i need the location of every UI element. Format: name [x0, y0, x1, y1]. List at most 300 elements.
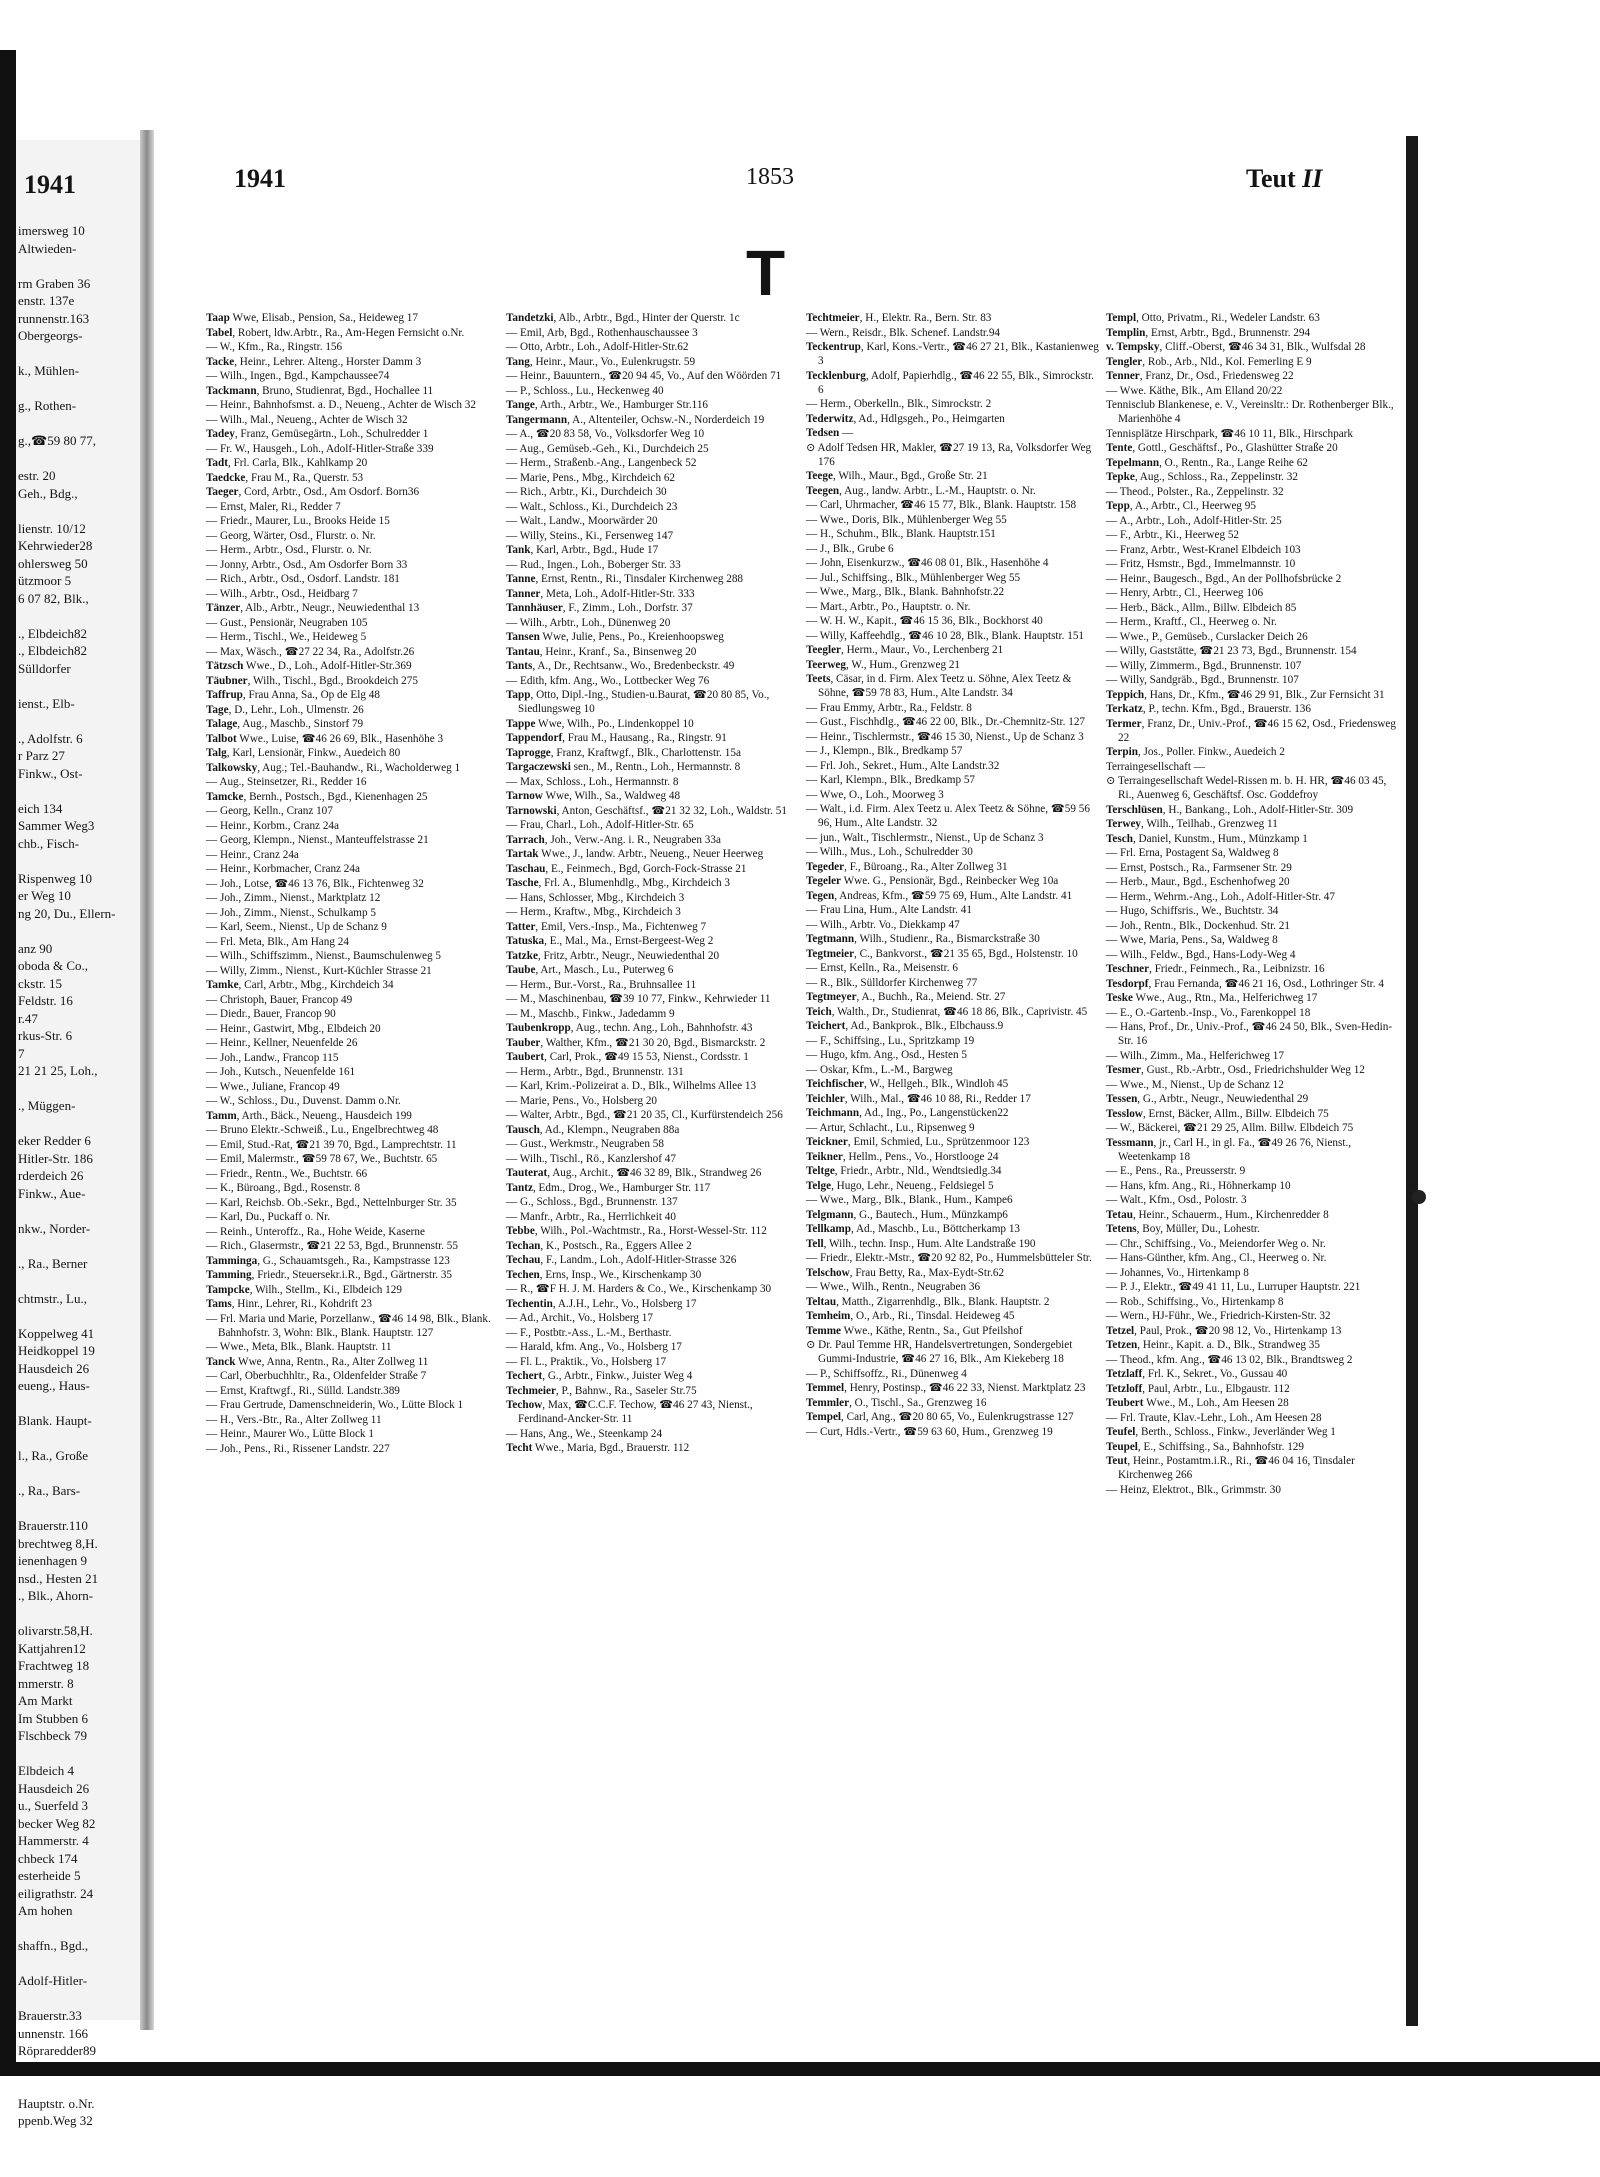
- entry-details: , Paul, Prok., ☎20 98 12, Vo., Hirtenkamp 13: [1134, 1324, 1342, 1337]
- directory-entry: [506, 1398, 801, 1426]
- previous-page-line: eiligrathstr. 24: [18, 1885, 94, 1901]
- directory-entry: [1106, 1396, 1401, 1410]
- previous-page-line: ., Blk., Ahorn-: [18, 1588, 94, 1603]
- directory-entry: [1106, 311, 1401, 325]
- entry-surname: Tetens: [1106, 1223, 1137, 1235]
- directory-entry: [206, 1384, 501, 1398]
- entry-details: — Joh., Zimm., Nienst., Schulkamp 5: [206, 906, 376, 919]
- directory-entry: [206, 703, 501, 717]
- previous-page-line: olivarstr.58,H.: [18, 1623, 93, 1638]
- directory-entry: [806, 658, 1101, 672]
- entry-surname: Tams: [206, 1298, 232, 1310]
- directory-entry: [506, 543, 801, 557]
- entry-surname: Telge: [806, 1179, 832, 1192]
- directory-entry: [1106, 369, 1401, 383]
- directory-entry: [1106, 514, 1401, 528]
- entry-details: — Georg, Wärter, Osd., Flurstr. o. Nr.: [206, 529, 376, 542]
- entry-details: — Herb., Bäck., Allm., Billw. Elbdeich 85: [1106, 601, 1297, 614]
- directory-entry: [1106, 760, 1401, 774]
- previous-page-strip: [16, 140, 144, 2128]
- directory-entry: [1106, 861, 1401, 875]
- entry-surname: Tell: [806, 1237, 824, 1250]
- entry-surname: Teltge: [806, 1165, 835, 1177]
- entry-surname: Tecklenburg: [806, 369, 866, 382]
- entry-details: — Wwe., Wilh., Rentn., Neugraben 36: [806, 1281, 981, 1293]
- directory-entry: [1106, 1251, 1401, 1265]
- entry-details: — Wwe., Marg., Blk., Blank. Bahnhofstr.22: [806, 586, 1005, 598]
- entry-details: , A., Buchh., Ra., Meiend. Str. 27: [856, 991, 1006, 1003]
- entry-details: , Ernst, Arbtr., Bgd., Brunnenstr. 294: [1145, 326, 1311, 339]
- entry-details: — Harald, kfm. Ang., Vo., Holsberg 17: [506, 1341, 682, 1353]
- directory-entry: [506, 746, 801, 760]
- entry-details: — Karl, Klempn., Blk., Bredkamp 57: [806, 774, 976, 786]
- column-3: [806, 311, 1101, 2001]
- directory-entry: [506, 1326, 801, 1340]
- directory-entry: [206, 891, 501, 905]
- entry-surname: Tegen: [806, 889, 835, 902]
- directory-entry: [506, 355, 801, 369]
- previous-page-line: [18, 712, 142, 730]
- entry-details: — Frl. Joh., Sekret., Hum., Alte Landstr.32: [806, 759, 1000, 772]
- entry-details: — Marie, Pens., Vo., Holsberg 20: [506, 1094, 658, 1107]
- entry-details: , G., Schauamtsgeh., Ra., Kampstrasse 123: [257, 1254, 450, 1267]
- directory-entry: [206, 311, 501, 325]
- entry-surname: Tamminga: [206, 1254, 258, 1267]
- entry-details: — Karl, Du., Puckaff o. Nr.: [206, 1211, 331, 1223]
- directory-entry: [206, 326, 501, 340]
- directory-entry: [1106, 398, 1401, 426]
- directory-entry: [506, 427, 801, 441]
- directory-entry: [506, 1166, 801, 1180]
- entry-surname: Tatuska: [506, 935, 545, 947]
- directory-entry: [806, 845, 1101, 859]
- entry-surname: Tarrach: [506, 833, 545, 846]
- previous-page-line: eueng., Haus-: [18, 1378, 90, 1393]
- directory-entry: [1106, 601, 1401, 615]
- directory-entry: [1106, 1179, 1401, 1193]
- previous-page-line: ., Ra., Bars-: [18, 1483, 81, 1498]
- directory-entry: [1106, 644, 1401, 658]
- entry-surname: Tanck: [206, 1355, 236, 1368]
- entry-details: — Fr. W., Hausgeh., Loh., Adolf-Hitler-Straße 339: [206, 442, 434, 455]
- directory-entry: [206, 587, 501, 601]
- entry-surname: Teege: [806, 470, 833, 482]
- directory-entry: [806, 1077, 1101, 1091]
- entry-surname: v. Tempsky: [1106, 341, 1160, 353]
- entry-surname: Telgmann: [806, 1208, 854, 1221]
- entry-surname: Tappe: [506, 717, 536, 730]
- entry-details: — Gust., Pensionär, Neugraben 105: [206, 616, 368, 629]
- entry-details: , Aug., landw. Arbtr., L.-M., Hauptstr. o. Nr.: [839, 484, 1036, 497]
- entry-details: — Wilh., Arbtr., Osd., Heidbarg 7: [206, 587, 358, 600]
- entry-details: Wwe., J., landw. Arbtr., Neueng., Neuer Heerweg: [538, 848, 764, 860]
- entry-details: — P. J., Elektr., ☎49 41 11, Lu., Lurruper Hauptstr. 221: [1106, 1281, 1361, 1293]
- directory-entry: [806, 1295, 1101, 1309]
- entry-details: Wwe, Wilh., Sa., Waldweg 48: [542, 790, 681, 802]
- directory-entry: [1106, 890, 1401, 904]
- entry-surname: Tarnow: [506, 790, 543, 802]
- entry-details: , Wilh., Maur., Bgd., Große Str. 21: [832, 470, 988, 482]
- entry-details: , A.J.H., Lehr., Vo., Holsberg 17: [552, 1297, 697, 1310]
- entry-details: Tennisclub Blankenese, e. V., Vereinsltr.: Dr. Rothenberger Blk., Marienhöhe 4: [1106, 399, 1394, 425]
- directory-entry: [206, 1268, 501, 1282]
- entry-details: — Karl, Krim.-Polizeirat a. D., Blk., Wilhelms Allee 13: [506, 1080, 757, 1092]
- entry-surname: Techmeier: [506, 1384, 556, 1397]
- entry-details: , Max, ☎C.C.F. Techow, ☎46 27 43, Nienst., Ferdinand-Ancker-Str. 11: [518, 1399, 753, 1425]
- entry-details: , Daniel, Kunstm., Hum., Münzkamp 1: [1132, 832, 1308, 845]
- directory-entry: [1106, 1208, 1401, 1222]
- directory-entry: [806, 730, 1101, 744]
- entry-details: — Frl. Erna, Postagent Sa, Waldweg 8: [1106, 847, 1279, 859]
- directory-entry: [506, 920, 801, 934]
- entry-details: — Wern., Reisdr., Blk. Schenef. Landstr.94: [806, 326, 1001, 339]
- previous-page-line: Am Markt: [18, 1693, 73, 1708]
- directory-entry: [806, 802, 1101, 830]
- directory-entry: [206, 1007, 501, 1021]
- directory-entry: [806, 397, 1101, 411]
- directory-entry: [206, 993, 501, 1007]
- previous-page-line: Flschbeck 79: [18, 1728, 87, 1743]
- entry-surname: Täubner: [206, 674, 248, 687]
- entry-details: , Cord, Arbtr., Osd., Am Osdorf. Born36: [238, 486, 420, 498]
- directory-entry: [1106, 962, 1401, 976]
- entry-details: — Joh., Pens., Ri., Rissener Landstr. 227: [206, 1442, 390, 1455]
- entry-details: — F., Arbtr., Ki., Heerweg 52: [1106, 529, 1240, 541]
- entry-surname: Tegtmeier: [806, 947, 855, 960]
- entry-details: , Heinr., Kranf., Sa., Binsenweg 20: [539, 645, 697, 658]
- entry-details: —: [839, 427, 854, 439]
- previous-page-line: [18, 1080, 142, 1098]
- previous-page-line: nkw., Norder-: [18, 1220, 91, 1236]
- directory-entry: [1106, 688, 1401, 702]
- directory-entry: [506, 1195, 801, 1209]
- directory-entry: [1106, 717, 1401, 745]
- previous-page-line: esterheide 5: [18, 1868, 81, 1883]
- entry-details: — Wilh., Arbtr., Loh., Dünenweg 20: [506, 616, 671, 629]
- entry-details: — Rich., Arbtr., Osd., Osdorf. Landstr. 181: [206, 573, 400, 585]
- entry-surname: Talage: [206, 718, 238, 730]
- previous-page-line: [18, 852, 142, 870]
- entry-details: , Karl, Lensionär, Finkw., Auedeich 80: [226, 747, 401, 759]
- entry-details: — John, Eisenkurzw., ☎46 08 01, Blk., Hasenhöhe 4: [806, 557, 1049, 569]
- previous-page-line: [18, 257, 142, 275]
- entry-surname: Teegler: [806, 644, 841, 656]
- entry-details: — Heinr., Tischlermstr., ☎46 15 30, Nienst., Up de Schanz 3: [806, 730, 1084, 743]
- entry-surname: Taffrup: [206, 689, 243, 701]
- entry-details: Wwe, Wilh., Po., Lindenkoppel 10: [535, 717, 694, 730]
- entry-details: — Walt., Landw., Moorwärder 20: [506, 515, 658, 527]
- directory-columns: [206, 311, 1406, 2001]
- entry-details: — Karl, Seem., Nienst., Up de Schanz 9: [206, 921, 387, 933]
- directory-entry: [806, 860, 1101, 874]
- directory-entry: [206, 1239, 501, 1253]
- directory-entry: [806, 1179, 1101, 1193]
- entry-surname: Teubert: [1106, 1397, 1144, 1409]
- entry-details: Tennisplätze Hirschpark, ☎46 10 11, Blk., Hirschpark: [1106, 427, 1353, 440]
- entry-details: , Gust., Rb.-Arbtr., Osd., Friedrichshulder Weg 12: [1141, 1064, 1365, 1076]
- directory-entry: [1106, 485, 1401, 499]
- entry-details: , P., Bahnw., Ra., Saseler Str.75: [555, 1384, 697, 1397]
- previous-page-line: g.,☎59 80 77,: [18, 433, 96, 448]
- entry-surname: Tange: [506, 399, 535, 411]
- entry-details: , E., Feinmech., Bgd, Gorch-Fock-Strasse 21: [545, 862, 747, 875]
- entry-details: — Herm., Straßenb.-Ang., Langenbeck 52: [506, 457, 697, 469]
- entry-surname: Tatzke: [506, 949, 538, 962]
- column-1: [206, 311, 501, 2001]
- entry-details: — Georg, Kelln., Cranz 107: [206, 805, 333, 817]
- entry-details: Wwe. G., Pensionär, Bgd., Reinbecker Weg 10a: [841, 875, 1059, 887]
- entry-surname: Tepelmann: [1106, 456, 1160, 469]
- previous-page-line: eker Redder 6: [18, 1133, 91, 1148]
- entry-surname: Tegeder: [806, 860, 845, 873]
- previous-page-line: Hausdeich 26: [18, 1780, 90, 1796]
- entry-details: , Aug.; Tel.-Bauhandw., Ri., Wacholderweg 1: [257, 761, 461, 774]
- directory-entry: [806, 788, 1101, 802]
- entry-surname: Techan: [506, 1239, 541, 1252]
- entry-details: — Herm., Kraftw., Mbg., Kirchdeich 3: [506, 906, 681, 918]
- directory-entry: [206, 471, 501, 485]
- entry-details: — Artur, Schlacht., Lu., Ripsenweg 9: [806, 1121, 975, 1134]
- entry-surname: Taube: [506, 964, 536, 976]
- directory-entry: [1106, 586, 1401, 600]
- directory-entry: [806, 426, 1101, 440]
- previous-page-line: [18, 1202, 142, 1220]
- directory-entry: [1106, 470, 1401, 484]
- directory-entry: [206, 529, 501, 543]
- directory-entry: [506, 1181, 801, 1195]
- directory-entry: [1106, 1411, 1401, 1425]
- entry-surname: Tauber: [506, 1036, 541, 1049]
- directory-entry: [206, 920, 501, 934]
- entry-details: — Ernst, Maler, Ri., Redder 7: [206, 500, 341, 513]
- entry-details: — Henry, Arbtr., Cl., Heerweg 106: [1106, 587, 1264, 599]
- entry-details: , Aug., Maschb., Sinstorf 79: [237, 718, 364, 730]
- entry-details: — Gust., Werkmstr., Neugraben 58: [506, 1138, 664, 1150]
- entry-details: — Wern., HJ-Führ., We., Friedrich-Kirsten-Str. 32: [1106, 1310, 1331, 1322]
- entry-details: — Ad., Archit., Vo., Holsberg 17: [506, 1312, 653, 1324]
- entry-details: — Mart., Arbtr., Po., Hauptstr. o. Nr.: [806, 600, 971, 613]
- entry-details: , Arth., Bäck., Neueng., Hausdeich 199: [236, 1109, 412, 1122]
- directory-entry: [206, 500, 501, 514]
- entry-details: , Frau Betty, Ra., Max-Eydt-Str.62: [849, 1266, 1005, 1279]
- entry-details: — Frau Gertrude, Damenschneiderin, Wo., Lütte Block 1: [206, 1399, 464, 1411]
- previous-page-line: ützmoor 5: [18, 573, 72, 588]
- previous-page-line: [18, 1237, 142, 1255]
- entry-details: — M., Maschb., Finkw., Jadedamm 9: [506, 1007, 675, 1020]
- directory-entry: [1106, 1338, 1401, 1352]
- previous-page-line: mmerstr. 8: [18, 1675, 74, 1691]
- entry-details: , Carl, Arbtr., Mbg., Kirchdeich 34: [238, 979, 394, 991]
- directory-entry: [206, 1210, 501, 1224]
- directory-entry: [1106, 326, 1401, 340]
- directory-entry: [506, 1369, 801, 1383]
- previous-page-line: Kattjahren12: [18, 1640, 86, 1656]
- directory-entry: [1106, 702, 1401, 716]
- entry-details: , Frl. Carla, Blk., Kahlkamp 20: [227, 457, 368, 469]
- entry-details: — Heinr., Kellner, Neuenfelde 26: [206, 1037, 358, 1049]
- entry-details: — Manfr., Arbtr., Ra., Herrlichkeit 40: [506, 1210, 676, 1223]
- previous-page-line: shaffn., Bgd.,: [18, 1938, 89, 1953]
- entry-surname: Teckentrup: [806, 341, 861, 353]
- directory-entry: [506, 1355, 801, 1369]
- directory-entry: [206, 1254, 501, 1268]
- entry-surname: Tamke: [206, 979, 239, 991]
- directory-entry: [506, 934, 801, 948]
- directory-entry: [206, 978, 501, 992]
- entry-details: — Herb., Maur., Bgd., Eschenhofweg 20: [1106, 876, 1290, 888]
- entry-surname: Tebbe: [506, 1225, 535, 1237]
- directory-entry: [806, 1150, 1101, 1164]
- entry-details: — Wilh., Tischl., Rö., Kanzlershof 47: [506, 1152, 676, 1165]
- directory-entry: [1106, 384, 1401, 398]
- entry-surname: Targaczewski: [506, 761, 571, 773]
- directory-entry: [506, 587, 801, 601]
- directory-entry: [506, 818, 801, 832]
- entry-details: — M., Maschinenbau, ☎39 10 77, Finkw., Kehrwieder 11: [506, 993, 771, 1005]
- running-head-word: Teut: [1246, 164, 1296, 193]
- directory-entry: [1106, 499, 1401, 513]
- page-header: [156, 156, 1406, 196]
- directory-entry: [1106, 1324, 1401, 1338]
- directory-entry: [206, 384, 501, 398]
- entry-details: — Wilh., Schiffszimm., Nienst., Baumschulenweg 5: [206, 950, 441, 962]
- entry-details: — Heinr., Cranz 24a: [206, 848, 299, 861]
- directory-entry: [806, 340, 1101, 368]
- entry-details: , H., Bankang., Loh., Adolf-Hitler-Str. 309: [1162, 803, 1354, 816]
- entry-details: , Hinr., Lehrer, Ri., Kohdrift 23: [231, 1298, 373, 1310]
- directory-entry: [506, 1297, 801, 1311]
- entry-details: — Hans, Ang., We., Steenkamp 24: [506, 1427, 663, 1440]
- entry-surname: Tantz: [506, 1181, 533, 1194]
- entry-surname: Tadt: [206, 457, 228, 469]
- entry-surname: Teerweg: [806, 658, 846, 671]
- entry-details: — jun., Walt., Tischlermstr., Nienst., Up de Schanz 3: [806, 831, 1044, 844]
- directory-entry: [806, 1034, 1101, 1048]
- directory-entry: [1106, 456, 1401, 470]
- directory-entry: [806, 469, 1101, 483]
- directory-entry: [1106, 615, 1401, 629]
- previous-page-line: rm Graben 36: [18, 275, 91, 291]
- entry-details: — Otto, Arbtr., Loh., Adolf-Hitler-Str.62: [506, 341, 689, 353]
- entry-details: — Christoph, Bauer, Francop 49: [206, 993, 353, 1006]
- directory-entry: [806, 1193, 1101, 1207]
- previous-page-line: Brauerstr.33: [18, 2008, 82, 2023]
- entry-details: , G., Arbtr., Neugr., Neuwiedenthal 29: [1137, 1093, 1309, 1105]
- previous-page-lines: [18, 222, 142, 2130]
- entry-details: — Joh., Zimm., Nienst., Marktplatz 12: [206, 892, 381, 904]
- entry-surname: Taedcke: [206, 471, 246, 484]
- directory-entry: [506, 369, 801, 383]
- previous-page-line: [18, 1465, 142, 1483]
- directory-entry: [1106, 803, 1401, 817]
- directory-entry: [1106, 1367, 1401, 1381]
- directory-entry: [806, 484, 1101, 498]
- entry-details: — Rich., Arbtr., Ki., Durchdeich 30: [506, 486, 667, 498]
- entry-details: , Walther, Kfm., ☎21 30 20, Bgd., Bismarckstr. 2: [540, 1036, 766, 1049]
- previous-page-line: Sülldorfer: [18, 660, 71, 676]
- directory-entry: [206, 949, 501, 963]
- entry-surname: Tank: [506, 544, 531, 556]
- entry-surname: Tauterat: [506, 1167, 548, 1179]
- directory-entry: [206, 1225, 501, 1239]
- directory-entry: [806, 1251, 1101, 1265]
- entry-details: — Hugo, kfm. Ang., Osd., Hesten 5: [806, 1049, 967, 1061]
- entry-details: — Rud., Ingen., Loh., Boberger Str. 33: [506, 558, 681, 571]
- entry-details: — Johannes, Vo., Hirtenkamp 8: [1106, 1266, 1249, 1279]
- directory-entry: [806, 1063, 1101, 1077]
- previous-page-line: Am hohen: [18, 1903, 73, 1918]
- entry-surname: Techentin: [506, 1297, 553, 1310]
- directory-entry: [506, 717, 801, 731]
- directory-entry: [206, 1398, 501, 1412]
- directory-entry: [1106, 441, 1401, 455]
- directory-entry: [506, 326, 801, 340]
- directory-entry: [806, 311, 1101, 325]
- entry-details: , G., Bautech., Hum., Münzkamp6: [853, 1208, 1008, 1221]
- previous-page-line: Elbdeich 4: [18, 1763, 74, 1778]
- entry-surname: Tandetzki: [506, 312, 554, 324]
- directory-entry: [506, 442, 801, 456]
- directory-entry: [506, 1079, 801, 1093]
- entry-details: Wwe., Aug., Rtn., Ma., Helferichweg 17: [1132, 992, 1318, 1004]
- directory-entry: [806, 571, 1101, 585]
- directory-entry: [1106, 1078, 1401, 1092]
- entry-surname: Tamming: [206, 1269, 252, 1281]
- directory-entry: [1106, 846, 1401, 860]
- entry-details: , Walth., Dr., Studienrat, ☎46 18 86, Blk., Caprivistr. 45: [831, 1005, 1088, 1018]
- entry-surname: Taschau: [506, 862, 546, 875]
- entry-details: — Ernst, Postsch., Ra., Farmsener Str. 29: [1106, 861, 1292, 874]
- entry-details: — Walt., i.d. Firm. Alex Teetz u. Alex Teetz & Söhne, ☎59 56 96, Hum., Alte Landstr. 32: [806, 803, 1090, 829]
- entry-details: Wwe, Julie, Pens., Po., Kreienhoopsweg: [539, 631, 724, 643]
- entry-details: , Bernh., Postsch., Bgd., Kienenhagen 25: [243, 790, 428, 803]
- directory-entry: [1106, 1309, 1401, 1323]
- entry-surname: Teltau: [806, 1295, 837, 1308]
- previous-page-line: chb., Fisch-: [18, 835, 80, 851]
- entry-surname: Tegtmann: [806, 933, 855, 945]
- previous-page-line: Adolf-Hitler-: [18, 1973, 88, 1988]
- entry-surname: Tesslow: [1106, 1107, 1143, 1120]
- directory-entry: [806, 1381, 1101, 1395]
- entry-details: — Emil, Stud.-Rat, ☎21 39 70, Bgd., Lamprechtstr. 11: [206, 1138, 457, 1151]
- directory-entry: [206, 1036, 501, 1050]
- previous-page-line: Röpraredder89: [18, 2043, 96, 2058]
- directory-entry: [506, 601, 801, 615]
- entry-surname: Tampcke: [206, 1283, 250, 1296]
- entry-surname: Tannhäuser: [506, 602, 563, 614]
- directory-entry: [506, 485, 801, 499]
- entry-details: — G., Schloss., Bgd., Brunnenstr. 137: [506, 1196, 678, 1208]
- entry-surname: Tellkamp: [806, 1223, 851, 1235]
- directory-entry: [206, 804, 501, 818]
- entry-surname: Tamm: [206, 1109, 237, 1122]
- directory-entry: [206, 964, 501, 978]
- directory-entry: [806, 1410, 1101, 1424]
- previous-page-line: unnenstr. 166: [18, 2025, 89, 2041]
- previous-page-line: Hitler-Str. 186: [18, 1150, 93, 1166]
- entry-details: — Carl, Oberbuchhltr., Ra., Oldenfelder Straße 7: [206, 1370, 427, 1382]
- previous-page-line: 21 21 25, Loh.,: [18, 1063, 98, 1078]
- directory-entry: [1106, 1107, 1401, 1121]
- entry-details: , O., Tischl., Sa., Grenzweg 16: [849, 1396, 987, 1409]
- directory-entry: [506, 804, 801, 818]
- directory-entry: [206, 659, 501, 673]
- entry-details: — Joh., Kutsch., Neuenfelde 161: [206, 1066, 356, 1078]
- directory-entry: [206, 1022, 501, 1036]
- entry-details: — A., ☎20 83 58, Vo., Volksdorfer Weg 10: [506, 428, 705, 440]
- directory-entry: [506, 949, 801, 963]
- entry-surname: Tepke: [1106, 471, 1135, 483]
